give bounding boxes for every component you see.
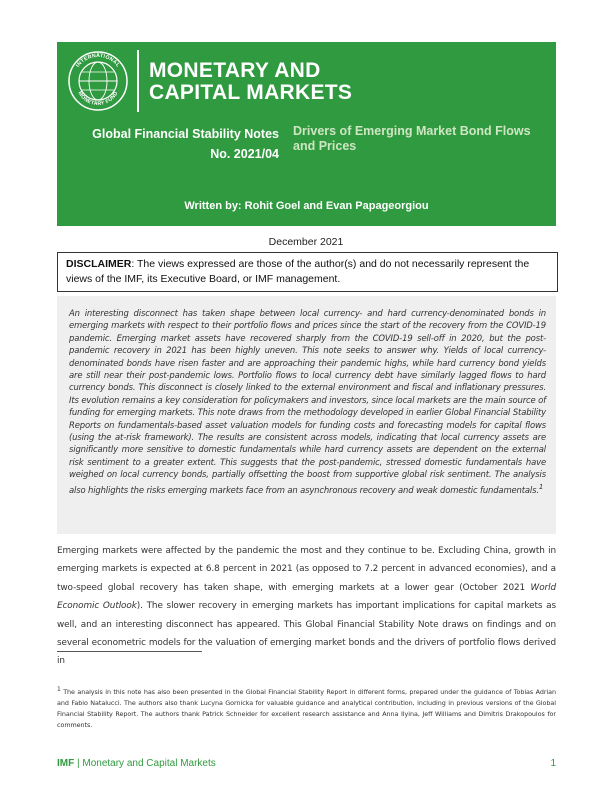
series-name: Global Financial Stability Notes xyxy=(92,127,279,141)
abstract-box xyxy=(57,296,556,534)
imf-seal-icon xyxy=(67,50,129,112)
body-text-2: ). The slower recovery in emerging markets has important implications for capital markets as well, and an interesting disconnect has appeared. This Global Financial Stability Note draws on findings and on several econometric models for the valuation of emerging market bonds and the drivers of portfolio flows derived in xyxy=(57,601,556,667)
disclaimer-label: DISCLAIMER xyxy=(66,258,132,270)
brand-divider xyxy=(137,50,139,112)
brand-line-1: MONETARY AND xyxy=(149,59,321,82)
brand-line-2: CAPITAL MARKETS xyxy=(149,81,353,104)
footer-section: Monetary and Capital Markets xyxy=(82,758,216,769)
header-banner xyxy=(57,42,556,226)
brand-title xyxy=(149,60,352,104)
publication-date: December 2021 xyxy=(268,236,344,248)
disclaimer-box xyxy=(57,252,558,292)
body-italic-ref: World Economic Outlook xyxy=(57,582,556,612)
authors-line: Written by: Rohit Goel and Evan Papageorgiou xyxy=(184,200,429,212)
page-footer xyxy=(57,758,556,769)
abstract-footnote-mark[interactable]: 1 xyxy=(538,481,544,491)
svg-text:INTERNATIONAL: INTERNATIONAL xyxy=(75,53,121,69)
series-number: No. 2021/04 xyxy=(210,147,279,161)
series-label xyxy=(57,124,279,164)
disclaimer-text: : The views expressed are those of the author(s) and do not necessarily represent the views of the IMF, its Executive Board, or IMF management. xyxy=(66,258,530,285)
footnote-divider xyxy=(57,651,202,652)
footnote-text: The analysis in this note has also been presented in the Global Financial Stability Report in different forms, prepared under the guidance of Tobias Adrian and Fabio Natalucci. The authors also thank Lucyna Gornicka for valuable guidance and analytical contribution, including in previous versions of the Global Financial Stability Report. The authors thank Patrick Schneider for excellent research assistance and Anna Ilyina, Jeff Williams and Dimitris Drakopoulos for comments. xyxy=(57,688,556,730)
body-text-1: Emerging markets were affected by the pandemic the most and they continue to be. Excluding China, growth in emerging markets is expected at 6.8 percent in 2021 (as opposed to 7.2 percent in advanced economies), and a two-speed global recovery has taken shape, with emerging markets at a lower gear (October 2021 xyxy=(57,546,556,593)
svg-text:MONETARY FUND: MONETARY FUND xyxy=(76,90,120,108)
page-number: 1 xyxy=(550,758,556,769)
footer-separator: | xyxy=(74,758,83,769)
footnote xyxy=(57,684,556,731)
footer-org: IMF xyxy=(57,758,75,769)
abstract-text: An interesting disconnect has taken shape between local currency- and hard currency-denominated bonds in emerging markets with respect to their portfolio flows and prices since the start of the recovery from the COVID-19 pandemic. Emerging market assets have recovered sharply from the COVID-19 sell-off in 2020, but the post-pandemic recovery in 2021 has been highly uneven. This note seeks to answer why. Yields of local currency-denominated bonds have risen faster and are approaching their pandemic highs, while hard currency bond yields are still near their post-pandemic lows. Portfolio flows to local currency debt have similarly lagged flows to hard currency bonds. This disconnect is closely linked to the external environment and fiscal and inflationary pressures. Its evolution remains a key consideration for policymakers and investors, since local markets are the main source of funding for emerging markets. This note draws from the methodology developed in earlier Global Financial Stability Reports on fundamentals-based asset valuation models for funding costs and forecasting models for capital flows (using the at-risk framework). The results are consistent across models, indicating that local currency assets are significantly more sensitive to domestic fundamentals while hard currency assets are dependent on the external risk sentiment to a greater extent. This suggests that the post-pandemic, stressed domestic fundamentals have weighed on local currency bonds, partially offsetting the boost from supportive global risk sentiment. The analysis also highlights the risks emerging markets face from an asynchronous recovery and weak domestic fundamentals. xyxy=(69,308,546,495)
note-title: Drivers of Emerging Market Bond Flows and Prices xyxy=(293,124,531,153)
footnote-mark: 1 xyxy=(57,686,61,693)
